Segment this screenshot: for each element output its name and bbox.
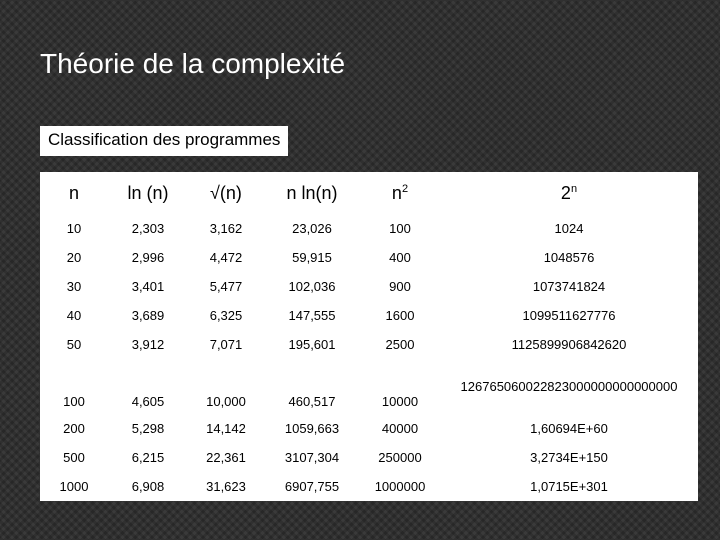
table-cell: 400 xyxy=(389,250,411,265)
table-cell: 6,215 xyxy=(131,450,165,465)
table-cell: 1,60694E+60 xyxy=(530,421,608,436)
table-header-row xyxy=(40,172,698,214)
table-cell: 195,601 xyxy=(288,337,336,352)
table-body xyxy=(40,214,698,501)
table-cell: 1099511627776 xyxy=(522,308,616,323)
header-ln: ln (n) xyxy=(127,182,169,203)
table-cell: 2500 xyxy=(385,337,415,352)
table-row xyxy=(40,214,698,243)
header-n-squared-exp: 2 xyxy=(401,182,409,195)
table-cell: 4,605 xyxy=(131,394,165,409)
header-two-pow-n-exp: n xyxy=(570,182,578,195)
table-cell: 6,908 xyxy=(131,479,165,494)
table-cell: 100 xyxy=(389,221,411,236)
table-cell: 50 xyxy=(66,337,82,352)
table-cell: 1000 xyxy=(59,479,89,494)
table-cell: 7,071 xyxy=(209,337,243,352)
table-cell: 3,912 xyxy=(131,337,165,352)
table-cell: 460,517 xyxy=(288,394,336,409)
table-row xyxy=(40,272,698,301)
header-two-pow-n-base: 2 xyxy=(560,182,571,203)
complexity-table-container xyxy=(40,172,698,501)
table-cell: 10 xyxy=(66,221,82,236)
header-sqrt-label: √(n) xyxy=(210,182,242,203)
table-cell: 5,298 xyxy=(131,421,165,436)
table-cell: 14,142 xyxy=(206,421,246,436)
table-row xyxy=(40,243,698,272)
table-cell: 1,0715E+301 xyxy=(530,479,608,494)
complexity-table xyxy=(40,172,698,501)
table-cell: 900 xyxy=(389,279,411,294)
table-cell: 6907,755 xyxy=(284,479,340,494)
table-cell: 102,036 xyxy=(288,279,336,294)
table-cell: 500 xyxy=(63,450,85,465)
table-cell: 20 xyxy=(66,250,82,265)
table-cell: 31,623 xyxy=(206,479,246,494)
header-nln: n ln(n) xyxy=(286,182,338,203)
table-cell: 1048576 xyxy=(543,250,595,265)
table-cell: 6,325 xyxy=(209,308,243,323)
table-cell: 1125899906842620 xyxy=(511,337,627,352)
table-cell: 22,361 xyxy=(206,450,246,465)
table-cell: 10000 xyxy=(381,394,419,409)
table-cell: 3,689 xyxy=(131,308,165,323)
header-two-pow-n xyxy=(440,172,698,214)
table-cell: 5,477 xyxy=(209,279,243,294)
table-row xyxy=(40,472,698,501)
table-cell: 30 xyxy=(66,279,82,294)
table-cell: 2,303 xyxy=(131,221,165,236)
table-cell: 1024 xyxy=(554,221,584,236)
table-row xyxy=(40,359,698,414)
table-cell: 126765060022823000000000000000 xyxy=(460,378,678,394)
table-cell: 59,915 xyxy=(292,250,332,265)
table-cell: 2,996 xyxy=(131,250,165,265)
table-cell: 3,2734E+150 xyxy=(530,450,608,465)
table-cell: 1600 xyxy=(385,308,415,323)
table-cell: 3,401 xyxy=(131,279,165,294)
table-row xyxy=(40,414,698,443)
table-cell: 1059,663 xyxy=(284,421,340,436)
table-cell: 3107,304 xyxy=(284,450,340,465)
table-cell: 147,555 xyxy=(288,308,336,323)
table-cell: 40 xyxy=(66,308,82,323)
header-n-squared xyxy=(360,172,440,214)
table-row xyxy=(40,330,698,359)
slide-title: Théorie de la complexité xyxy=(40,48,346,79)
table-cell: 250000 xyxy=(378,450,422,465)
table-cell: 100 xyxy=(63,394,85,409)
header-n-squared-base: n xyxy=(391,182,402,203)
table-cell: 1073741824 xyxy=(532,279,606,294)
table-cell: 3,162 xyxy=(209,221,243,236)
table-cell: 40000 xyxy=(381,421,419,436)
header-sqrt xyxy=(188,172,264,214)
table-cell: 23,026 xyxy=(292,221,332,236)
table-cell: 1000000 xyxy=(374,479,426,494)
slide-subtitle: Classification des programmes xyxy=(48,130,281,149)
table-cell: 4,472 xyxy=(209,250,243,265)
table-row xyxy=(40,301,698,330)
table-cell: 10,000 xyxy=(206,394,246,409)
subtitle-box xyxy=(40,126,288,156)
table-row xyxy=(40,443,698,472)
table-cell: 200 xyxy=(63,421,85,436)
header-n: n xyxy=(68,182,79,203)
